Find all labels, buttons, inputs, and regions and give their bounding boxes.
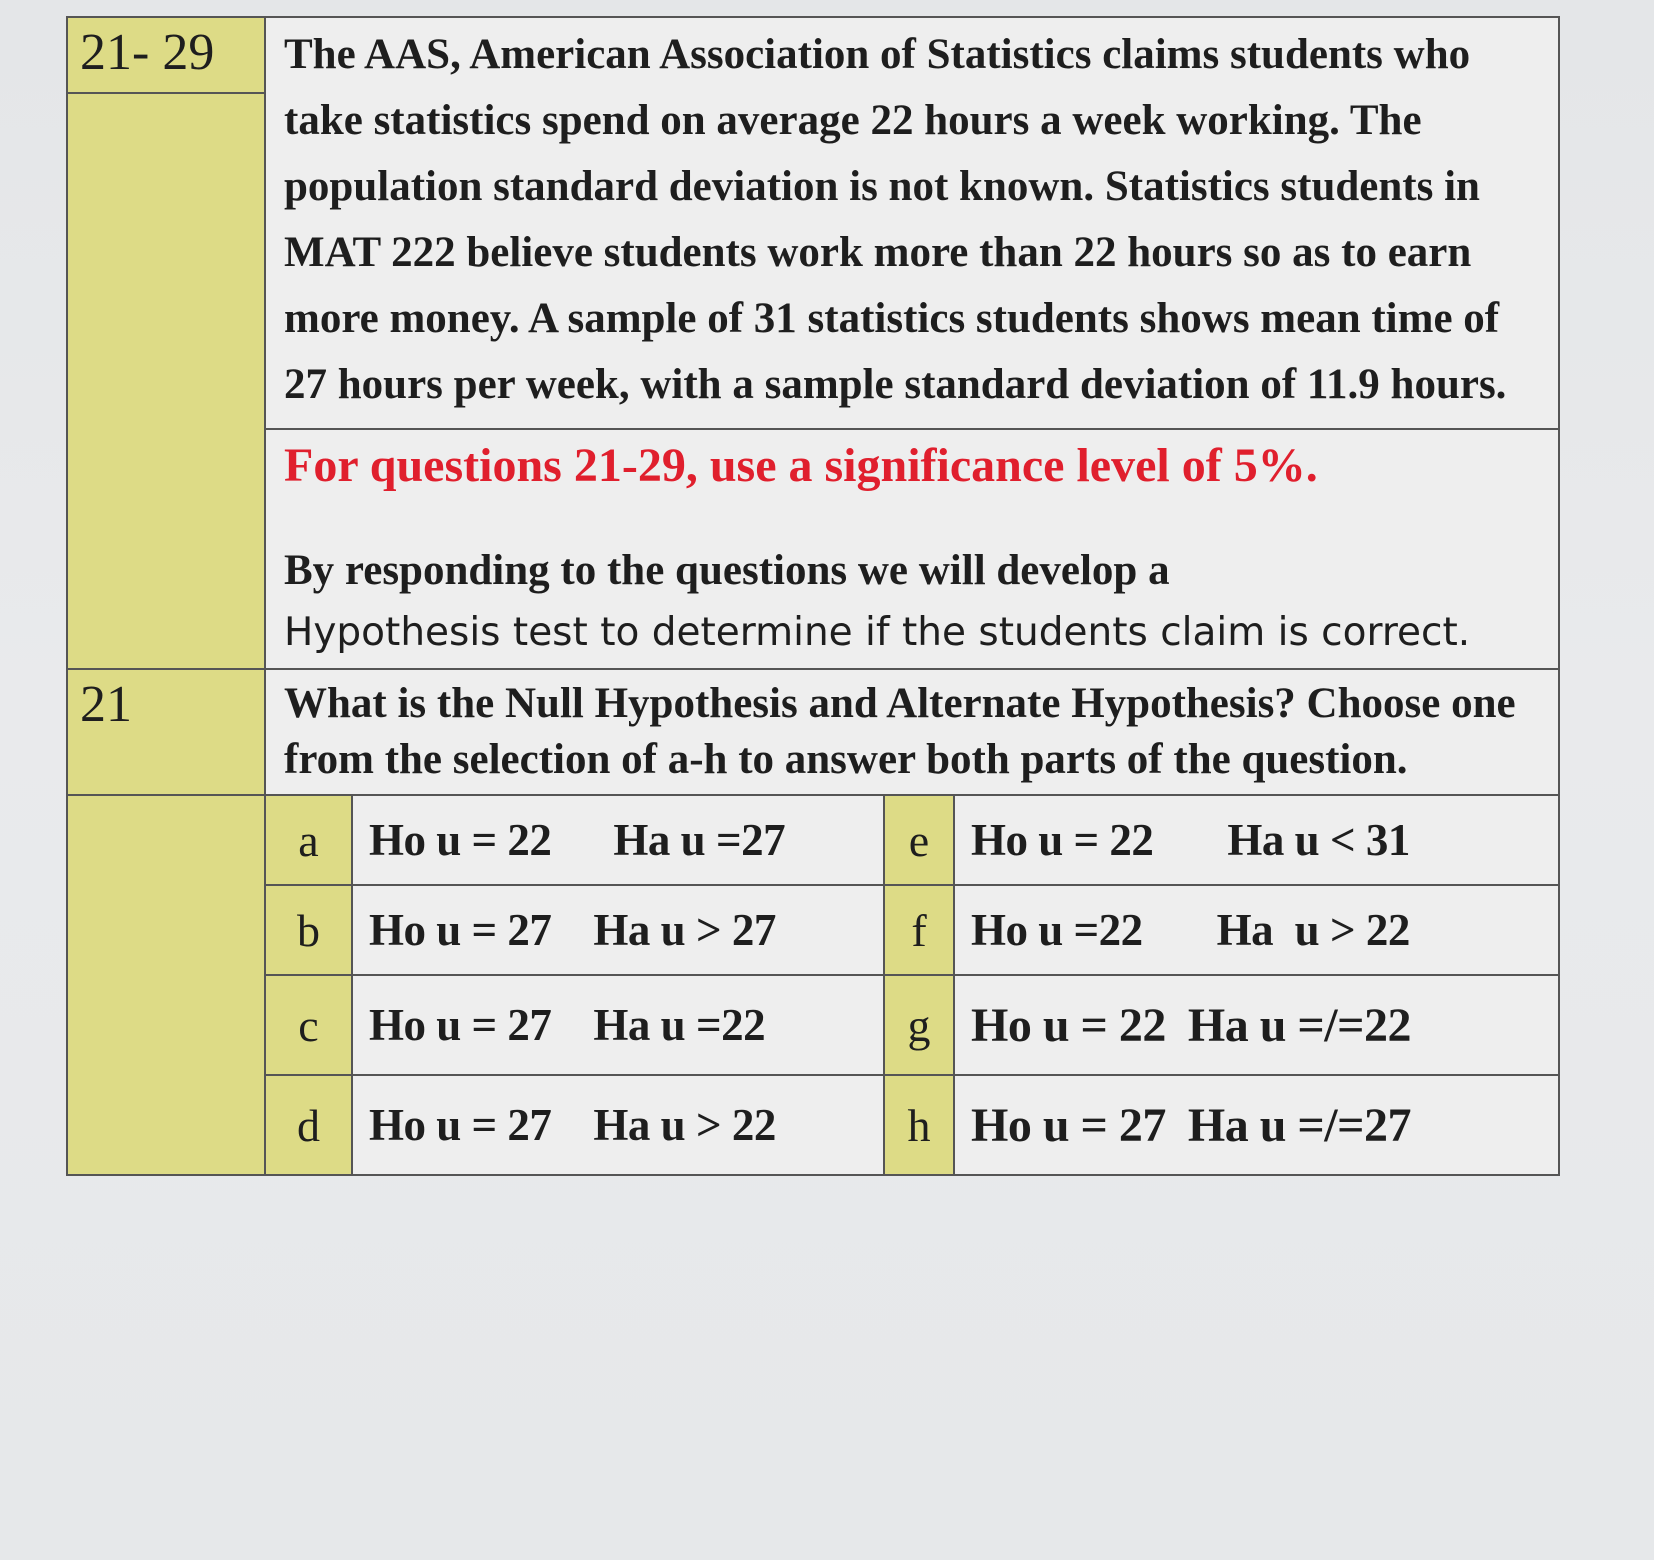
option-c-ha: Ha u =22 bbox=[593, 1000, 766, 1050]
option-letter-e: e bbox=[884, 796, 954, 885]
option-f-ho: Ho u =22 bbox=[971, 905, 1143, 955]
problem-row bbox=[67, 17, 1559, 93]
option-e[interactable] bbox=[954, 796, 1560, 885]
intro-line-sans: Hypothesis test to determine if the students claim is correct. bbox=[284, 610, 1471, 655]
option-g[interactable] bbox=[954, 975, 1560, 1075]
question-number: 21 bbox=[67, 669, 265, 795]
option-letter-b: b bbox=[266, 885, 352, 975]
option-a-ha: Ha u =27 bbox=[613, 815, 786, 865]
option-a[interactable] bbox=[352, 796, 884, 885]
options-row-2 bbox=[266, 885, 1560, 975]
option-letter-c: c bbox=[266, 975, 352, 1075]
option-e-ha: Ha u < 31 bbox=[1227, 815, 1410, 865]
option-c-ho: Ho u = 27 bbox=[369, 1000, 552, 1050]
option-e-ho: Ho u = 22 bbox=[971, 815, 1154, 865]
option-a-ho: Ho u = 22 bbox=[369, 815, 552, 865]
option-f-ha: Ha u > 22 bbox=[1216, 905, 1410, 955]
options-label-fill bbox=[67, 795, 265, 1175]
option-g-ha: Ha u =/=22 bbox=[1187, 998, 1411, 1052]
question-row bbox=[67, 669, 1559, 795]
instructions-cell bbox=[265, 429, 1559, 669]
option-d-ho: Ho u = 27 bbox=[369, 1100, 552, 1150]
option-h-ha: Ha u =/=27 bbox=[1187, 1098, 1411, 1152]
option-h-ho: Ho u = 27 bbox=[971, 1098, 1166, 1152]
option-letter-d: d bbox=[266, 1075, 352, 1174]
options-row-3 bbox=[266, 975, 1560, 1075]
option-d-ha: Ha u > 22 bbox=[593, 1100, 776, 1150]
options-cell bbox=[265, 795, 1559, 1175]
option-b[interactable] bbox=[352, 885, 884, 975]
option-d[interactable] bbox=[352, 1075, 884, 1174]
option-letter-a: a bbox=[266, 796, 352, 885]
option-c[interactable] bbox=[352, 975, 884, 1075]
options-row-1 bbox=[266, 796, 1560, 885]
significance-notice: For questions 21-29, use a significance level of 5%. bbox=[284, 439, 1318, 492]
options-row-4 bbox=[266, 1075, 1560, 1174]
option-g-ho: Ho u = 22 bbox=[971, 998, 1166, 1052]
range-label: 21- 29 bbox=[67, 17, 265, 93]
intro-line-bold: By responding to the questions we will develop a bbox=[284, 547, 1170, 594]
option-f[interactable] bbox=[954, 885, 1560, 975]
option-b-ho: Ho u = 27 bbox=[369, 905, 552, 955]
problem-statement: The AAS, American Association of Statistics claims students who take statistics spend on average 22 hours a week working. The population standard deviation is not known. Statistics students in MAT 222 believe students work more than 22 hours so as to earn more money. A sample of 31 statistics students shows mean time of 27 hours per week, with a sample standard deviation of 11.9 hours. bbox=[265, 17, 1559, 429]
worksheet-table bbox=[66, 16, 1560, 1176]
option-h[interactable] bbox=[954, 1075, 1560, 1174]
option-b-ha: Ha u > 27 bbox=[593, 905, 776, 955]
instructions-row bbox=[67, 429, 1559, 669]
option-letter-h: h bbox=[884, 1075, 954, 1174]
question-text: What is the Null Hypothesis and Alternate Hypothesis? Choose one from the selection of a-h to answer both parts of the question. bbox=[265, 669, 1559, 795]
options-row bbox=[67, 795, 1559, 1175]
answer-options-grid bbox=[266, 796, 1560, 1174]
option-letter-g: g bbox=[884, 975, 954, 1075]
option-letter-f: f bbox=[884, 885, 954, 975]
label-column-fill bbox=[67, 93, 265, 669]
